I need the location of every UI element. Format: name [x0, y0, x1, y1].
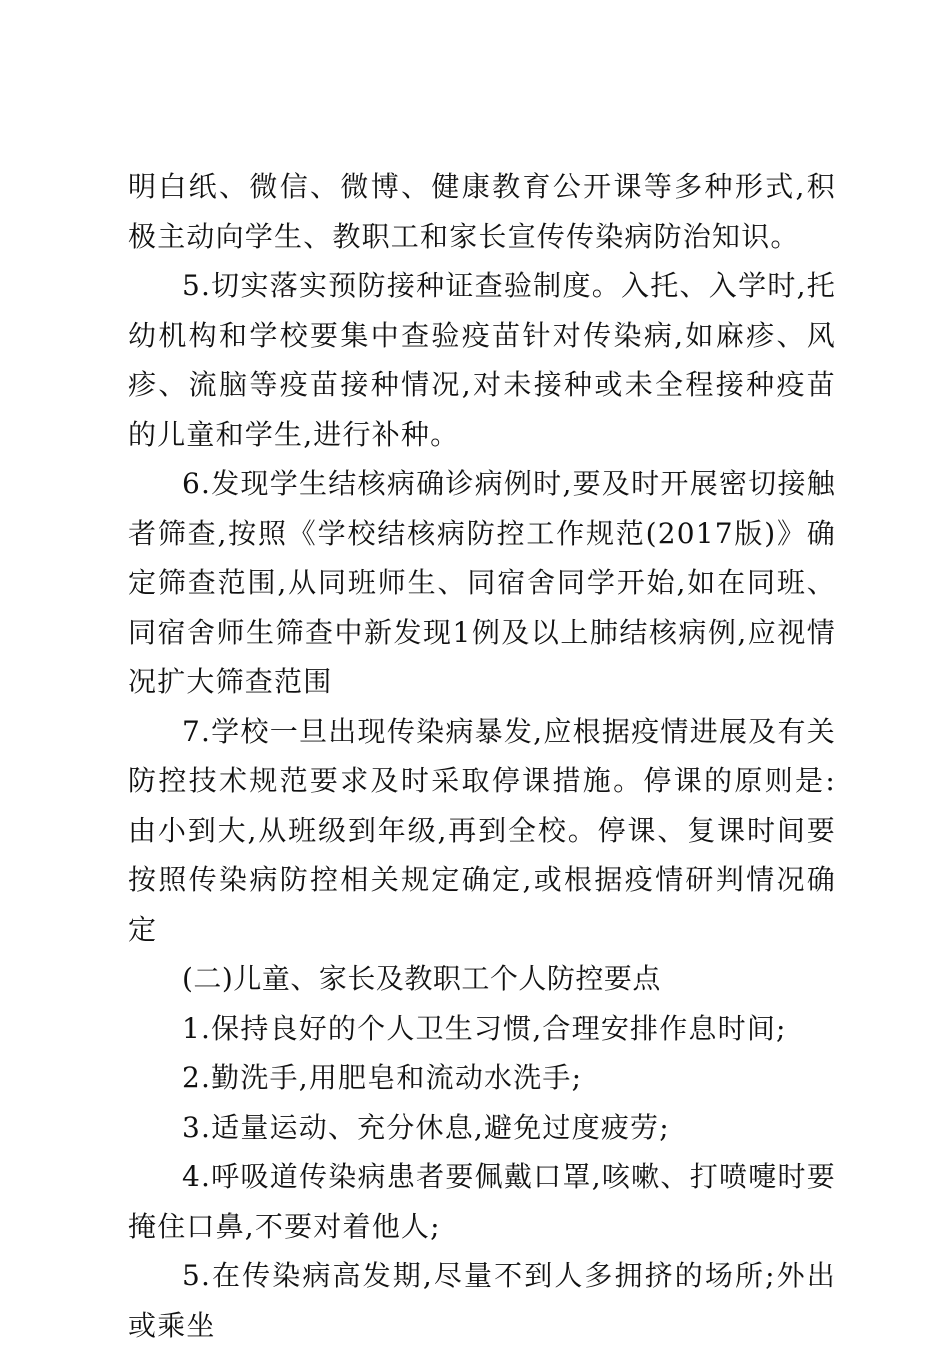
paragraph-personal-item-5: 5.在传染病高发期,尽量不到人多拥挤的场所;外出或乘坐: [128, 1259, 836, 1342]
section-heading-personal-prevention: (二)儿童、家长及教职工个人防控要点: [182, 962, 661, 995]
paragraph-personal-item-2: 2.勤洗手,用肥皂和流动水洗手;: [182, 1061, 583, 1094]
paragraph-personal-item-4: 4.呼吸道传染病患者要佩戴口罩,咳嗽、打喷嚏时要掩住口鼻,不要对着他人;: [128, 1160, 836, 1243]
paragraph-item-5-vaccination-check: 5.切实落实预防接种证查验制度。入托、入学时,托幼机构和学校要集中查验疫苗针对传染病,如麻疹、风疹、流脑等疫苗接种情况,对未接种或未全程接种疫苗的儿童和学生,进行补种。: [128, 269, 836, 451]
paragraph-item-6-tuberculosis-screening: 6.发现学生结核病确诊病例时,要及时开展密切接触者筛查,按照《学校结核病防控工作规范(2017版)》确定筛查范围,从同班师生、同宿舍同学开始,如在同班、同宿舍师生筛查中新发现1例及以上肺结核病例,应视情况扩大筛查范围: [128, 467, 836, 698]
paragraph-personal-item-3: 3.适量运动、充分休息,避免过度疲劳;: [182, 1110, 670, 1144]
paragraph-item-7-class-suspension: 7.学校一旦出现传染病暴发,应根据疫情进展及有关防控技术规范要求及时采取停课措施。停课的原则是:由小到大,从班级到年级,再到全校。停课、复课时间要按照传染病防控相关规定确定,或根据疫情研判情况确定: [128, 714, 836, 946]
paragraph-personal-item-1: 1.保持良好的个人卫生习惯,合理安排作息时间;: [182, 1011, 787, 1045]
paragraph-continuation: 明白纸、微信、微博、健康教育公开课等多种形式,积极主动向学生、教职工和家长宣传传染病防治知识。: [128, 170, 837, 253]
document-body: [128, 162, 836, 1350]
